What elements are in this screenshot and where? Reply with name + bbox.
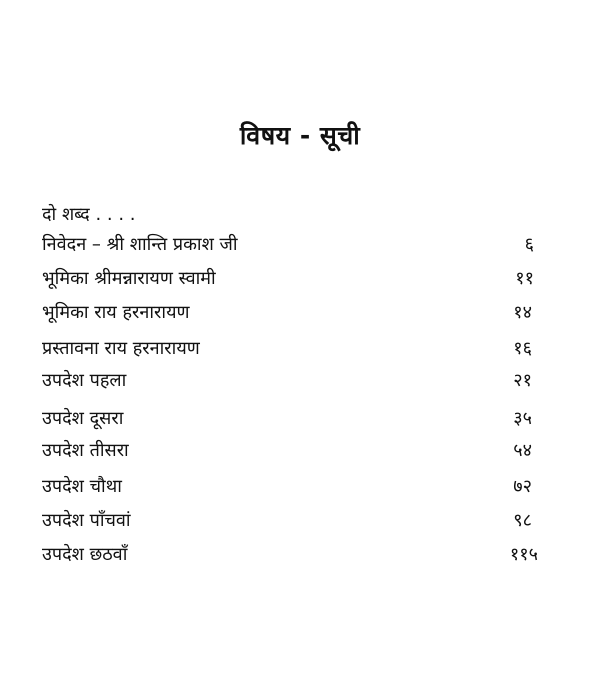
toc-entry (42, 264, 562, 294)
toc-entry (42, 230, 562, 260)
toc-entry-page: ११ (515, 268, 534, 289)
toc-entry-title: निवेदन – श्री शान्ति प्रकाश जी (42, 234, 238, 255)
toc-entry-page: १६ (513, 338, 532, 359)
toc-entry-page: ११५ (509, 544, 538, 565)
toc-entry-title: उपदेश दूसरा (42, 408, 124, 429)
toc-entry-page: ५४ (513, 440, 532, 461)
toc-entry (42, 366, 562, 396)
toc-entry-title: दो शब्द . . . . (42, 204, 136, 225)
toc-entry (42, 506, 562, 536)
toc-entry (42, 472, 562, 502)
toc-entry (42, 298, 562, 328)
toc-entry-title: उपदेश छठवाँ (42, 544, 128, 565)
toc-entry-title: उपदेश पाँचवां (42, 510, 131, 531)
toc-entry-title: भूमिका राय हरनारायण (42, 302, 190, 323)
toc-entry-title: प्रस्तावना राय हरनारायण (42, 338, 200, 359)
toc-entry (42, 436, 562, 466)
toc-entry-title: उपदेश चौथा (42, 476, 122, 497)
toc-entry-title: भूमिका श्रीमन्नारायण स्वामी (42, 268, 216, 289)
toc-entry (42, 200, 562, 230)
toc-entry-page: ७२ (513, 476, 532, 497)
toc-entry-page: ३५ (513, 408, 532, 429)
toc-entry (42, 334, 562, 364)
toc-entry (42, 404, 562, 434)
toc-entry-page: २१ (513, 370, 532, 391)
toc-entry-page: १४ (513, 302, 532, 323)
page-title: विषय - सूची (239, 121, 361, 150)
toc-entry-page: ९८ (513, 510, 532, 531)
toc-entry (42, 540, 562, 570)
toc-entry-title: उपदेश तीसरा (42, 440, 129, 461)
toc-entry-title: उपदेश पहला (42, 370, 127, 391)
toc-entry-page: ६ (524, 234, 534, 255)
